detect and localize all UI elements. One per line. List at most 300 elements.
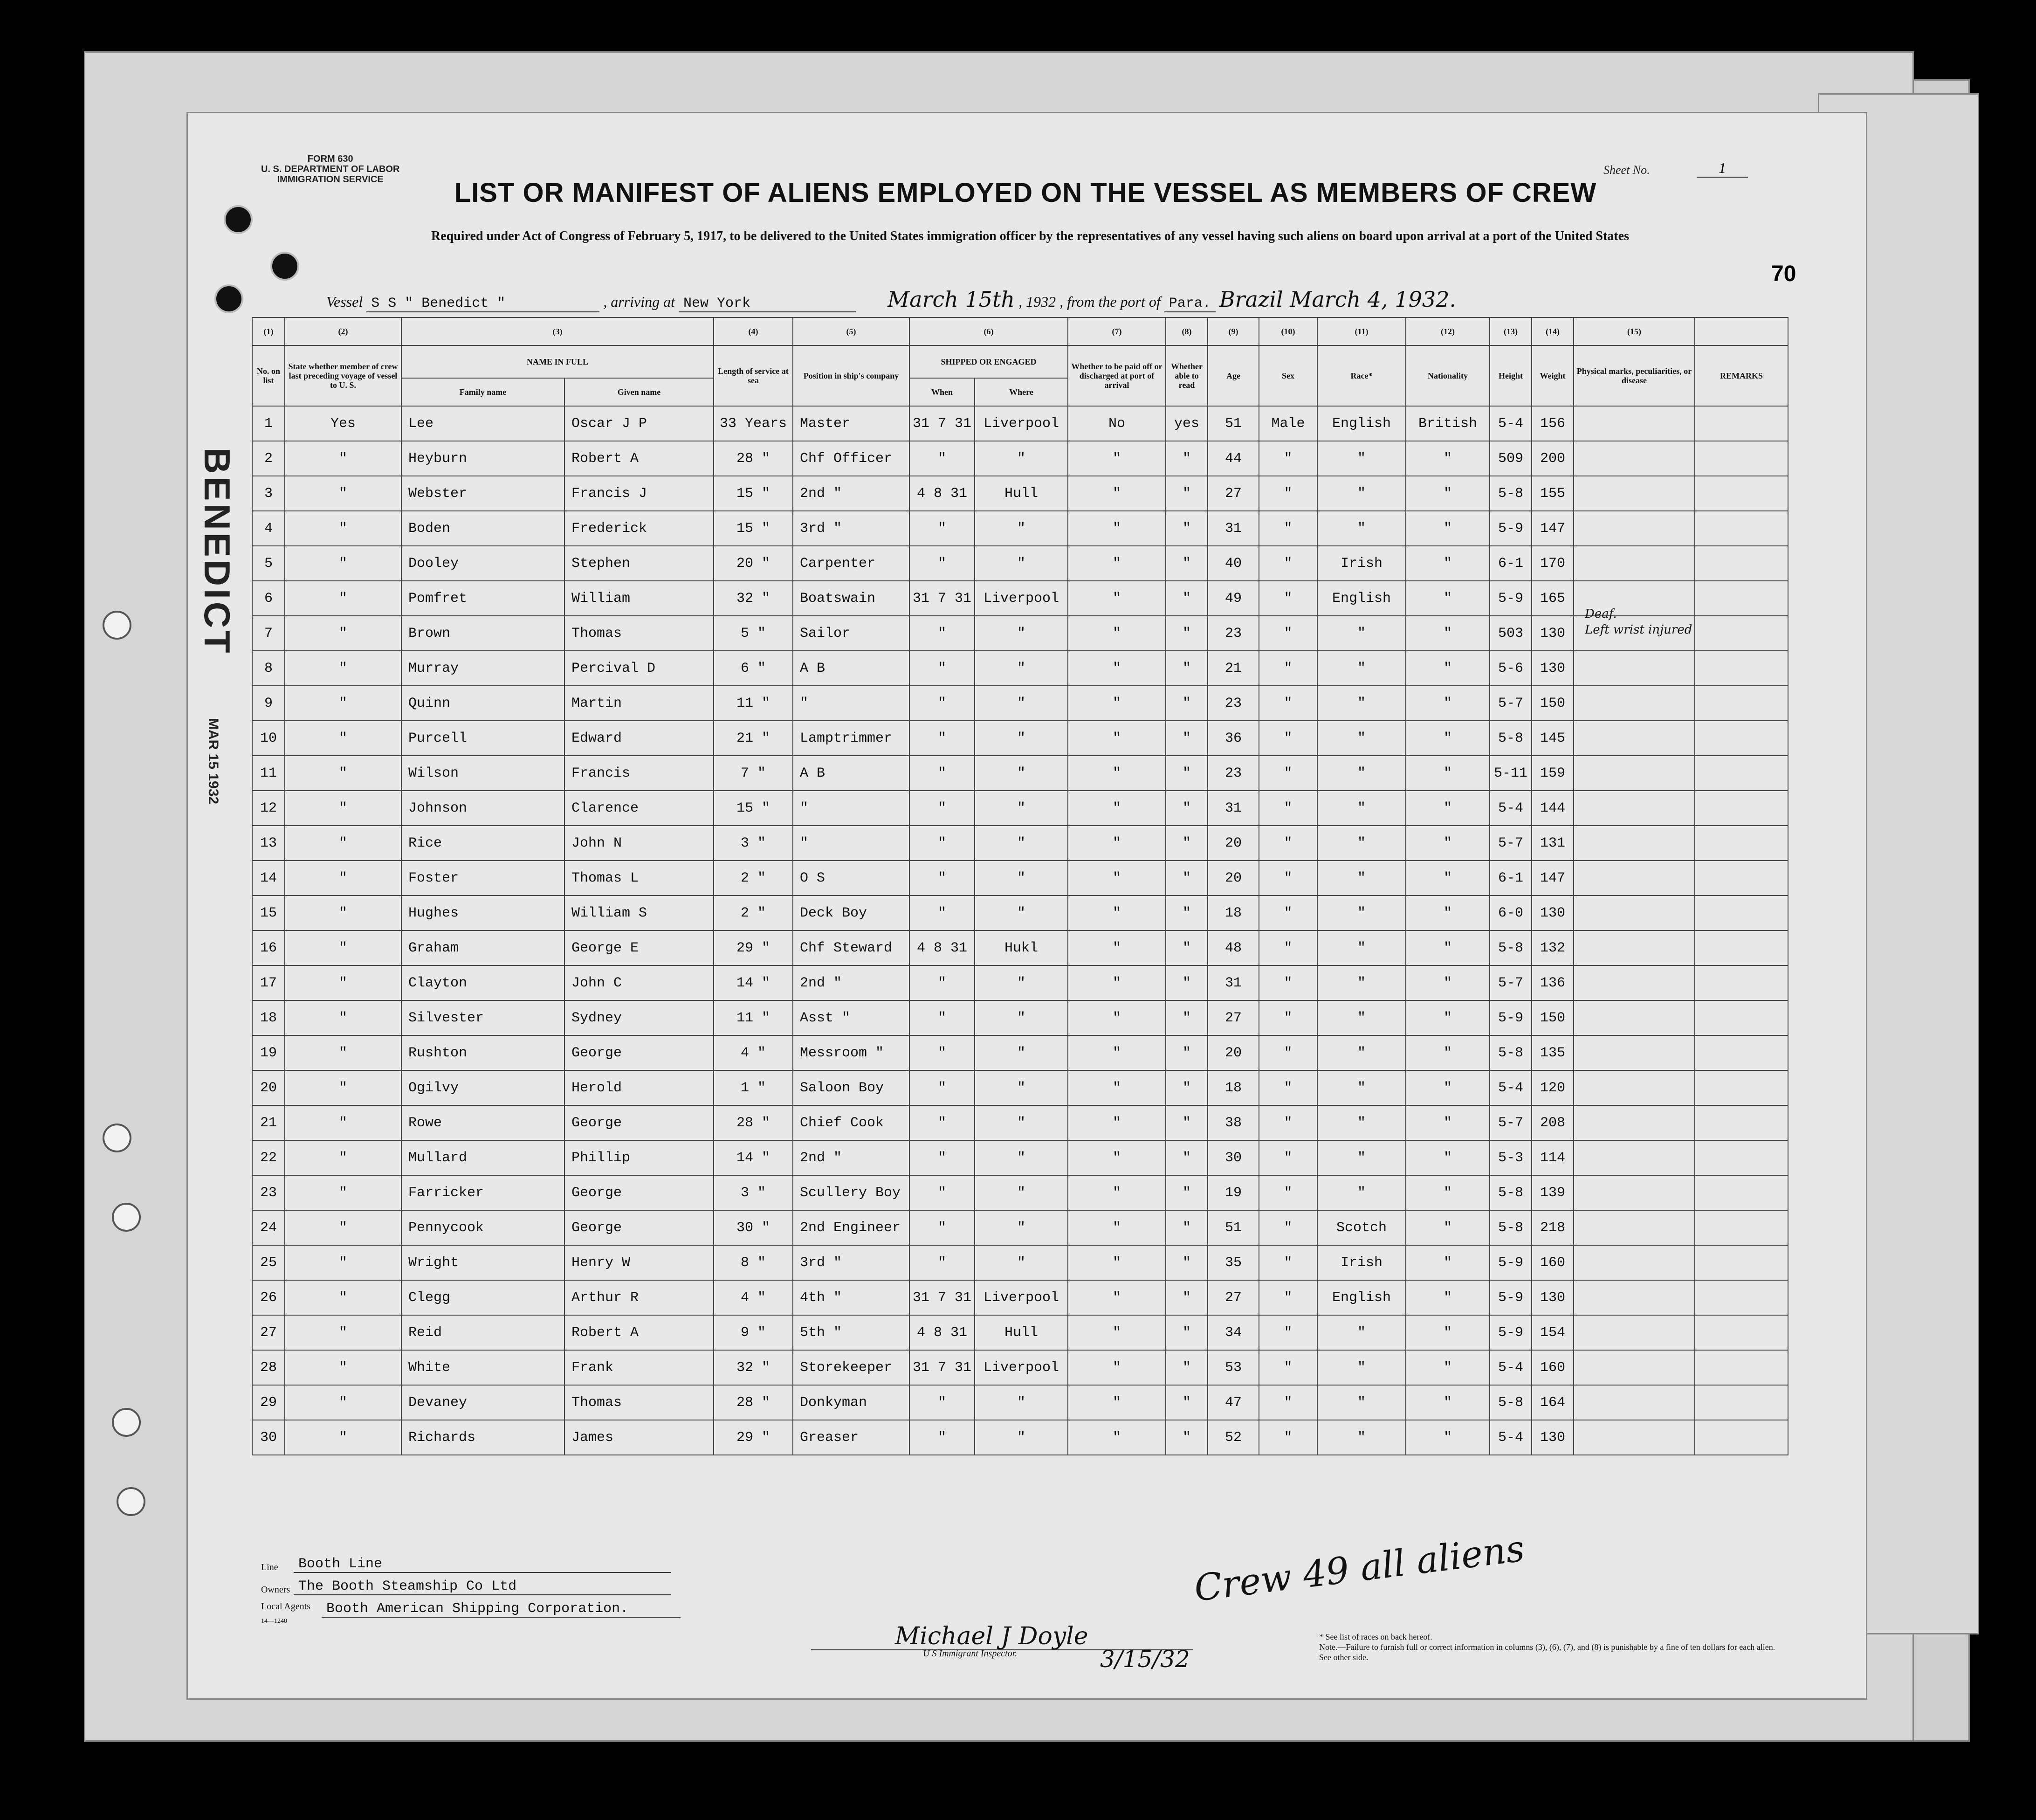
arrival-port: New York [679, 296, 856, 312]
cell-sex: " [1259, 1280, 1317, 1315]
cell-age: 40 [1208, 546, 1259, 581]
cell-family: Richards [401, 1420, 564, 1455]
col-header-when: When [909, 378, 975, 406]
cell-family: Lee [401, 406, 564, 441]
cell-when: " [909, 441, 975, 476]
cell-prev: " [285, 721, 401, 756]
cell-physical [1574, 1315, 1695, 1350]
departure-port: Para. [1164, 296, 1216, 312]
cell-no: 6 [252, 581, 285, 616]
cell-race: Irish [1317, 546, 1406, 581]
cell-read: " [1166, 476, 1208, 511]
cell-race: " [1317, 826, 1406, 861]
vessel-label: Vessel [326, 293, 363, 310]
cell-paid: " [1068, 965, 1166, 1000]
cell-sex: " [1259, 616, 1317, 651]
cell-sex: " [1259, 826, 1317, 861]
cell-nationality: " [1406, 581, 1490, 616]
cell-family: Johnson [401, 791, 564, 826]
cell-paid: " [1068, 1210, 1166, 1245]
cell-race: " [1317, 651, 1406, 686]
cell-nationality: " [1406, 965, 1490, 1000]
owners-value: The Booth Steamship Co Ltd [294, 1579, 671, 1595]
cell-service: 1 " [714, 1070, 793, 1105]
cell-weight: 114 [1532, 1140, 1574, 1175]
col-13-number: (13) [1490, 317, 1532, 345]
footer-line-row [261, 1552, 727, 1575]
column-header-row [252, 345, 1788, 378]
cell-remarks [1695, 651, 1788, 686]
cell-where: " [975, 965, 1068, 1000]
cell-no: 14 [252, 861, 285, 896]
cell-when: 31 7 31 [909, 1280, 975, 1315]
cell-when: " [909, 1070, 975, 1105]
arriving-label: , arriving at [603, 293, 675, 310]
cell-where: " [975, 651, 1068, 686]
table-row [252, 441, 1788, 476]
cell-physical [1574, 406, 1695, 441]
cell-position: 2nd " [793, 476, 909, 511]
table-row [252, 546, 1788, 581]
cell-paid: " [1068, 1315, 1166, 1350]
cell-height: 5-9 [1490, 581, 1532, 616]
cell-given: Edward [564, 721, 714, 756]
cell-where: " [975, 1420, 1068, 1455]
form-number: FORM 630 U. S. DEPARTMENT OF LABOR IMMIGRATION SERVICE [261, 154, 400, 185]
col-header-physical: Physical marks, peculiarities, or disease [1574, 345, 1695, 406]
cell-paid: " [1068, 756, 1166, 791]
cell-sex: " [1259, 965, 1317, 1000]
cell-sex: " [1259, 1035, 1317, 1070]
cell-prev: " [285, 651, 401, 686]
cell-remarks [1695, 896, 1788, 931]
cell-physical [1574, 1350, 1695, 1385]
cell-weight: 144 [1532, 791, 1574, 826]
cell-when: 31 7 31 [909, 581, 975, 616]
cell-paid: No [1068, 406, 1166, 441]
cell-prev: " [285, 1175, 401, 1210]
punch-hole-icon [103, 611, 131, 640]
cell-family: Purcell [401, 721, 564, 756]
cell-when: " [909, 791, 975, 826]
cell-given: Francis J [564, 476, 714, 511]
col-8-number: (8) [1166, 317, 1208, 345]
cell-no: 17 [252, 965, 285, 1000]
cell-position: " [793, 686, 909, 721]
cell-given: Martin [564, 686, 714, 721]
cell-height: 6-1 [1490, 546, 1532, 581]
cell-given: Sydney [564, 1000, 714, 1035]
cell-given: Oscar J P [564, 406, 714, 441]
cell-remarks [1695, 1210, 1788, 1245]
cell-weight: 130 [1532, 1420, 1574, 1455]
cell-where: " [975, 441, 1068, 476]
col-header-sex: Sex [1259, 345, 1317, 406]
cell-when: " [909, 1035, 975, 1070]
cell-prev: " [285, 791, 401, 826]
table-row [252, 826, 1788, 861]
cell-race: " [1317, 441, 1406, 476]
cell-given: George E [564, 931, 714, 965]
cell-position: A B [793, 756, 909, 791]
cell-physical [1574, 896, 1695, 931]
cell-service: 30 " [714, 1210, 793, 1245]
cell-where: " [975, 616, 1068, 651]
cell-given: William [564, 581, 714, 616]
cell-position: " [793, 791, 909, 826]
cell-sex: " [1259, 1070, 1317, 1105]
cell-weight: 136 [1532, 965, 1574, 1000]
cell-height: 5-11 [1490, 756, 1532, 791]
cell-sex: " [1259, 1105, 1317, 1140]
cell-remarks [1695, 581, 1788, 616]
cell-family: Foster [401, 861, 564, 896]
cell-no: 3 [252, 476, 285, 511]
cell-where: " [975, 1035, 1068, 1070]
cell-where: Liverpool [975, 406, 1068, 441]
cell-weight: 130 [1532, 896, 1574, 931]
line-value: Booth Line [294, 1556, 671, 1573]
cell-age: 31 [1208, 791, 1259, 826]
cell-sex: " [1259, 1000, 1317, 1035]
cell-prev: " [285, 1105, 401, 1140]
table-row [252, 406, 1788, 441]
cell-service: 21 " [714, 721, 793, 756]
cell-remarks [1695, 616, 1788, 651]
cell-when: 4 8 31 [909, 931, 975, 965]
cell-position: Lamptrimmer [793, 721, 909, 756]
cell-sex: " [1259, 1140, 1317, 1175]
col-7-number: (7) [1068, 317, 1166, 345]
cell-race: " [1317, 616, 1406, 651]
cell-race: " [1317, 476, 1406, 511]
cell-position: Chf Steward [793, 931, 909, 965]
cell-weight: 165 [1532, 581, 1574, 616]
cell-race: English [1317, 406, 1406, 441]
cell-race: " [1317, 791, 1406, 826]
cell-no: 12 [252, 791, 285, 826]
cell-sex: " [1259, 861, 1317, 896]
cell-service: 28 " [714, 1385, 793, 1420]
cell-race: English [1317, 581, 1406, 616]
cell-sex: " [1259, 896, 1317, 931]
col-header-name: NAME IN FULL [401, 345, 714, 378]
cell-remarks [1695, 1175, 1788, 1210]
cell-remarks [1695, 756, 1788, 791]
cell-age: 19 [1208, 1175, 1259, 1210]
page-title: LIST OR MANIFEST OF ALIENS EMPLOYED ON THE VESSEL AS MEMBERS OF CREW [454, 178, 1597, 208]
cell-prev: " [285, 1140, 401, 1175]
inspector-date: 3/15/32 [1100, 1646, 1190, 1673]
cell-age: 48 [1208, 931, 1259, 965]
cell-no: 24 [252, 1210, 285, 1245]
cell-family: Heyburn [401, 441, 564, 476]
cell-age: 49 [1208, 581, 1259, 616]
cell-family: Reid [401, 1315, 564, 1350]
cell-position: Saloon Boy [793, 1070, 909, 1105]
cell-age: 31 [1208, 511, 1259, 546]
cell-height: 5-8 [1490, 931, 1532, 965]
cell-read: " [1166, 896, 1208, 931]
cell-paid: " [1068, 1000, 1166, 1035]
owners-label: Owners [261, 1585, 290, 1595]
cell-physical [1574, 686, 1695, 721]
cell-age: 18 [1208, 896, 1259, 931]
cell-weight: 150 [1532, 686, 1574, 721]
cell-prev: " [285, 1000, 401, 1035]
cell-height: 5-9 [1490, 1000, 1532, 1035]
cell-when: " [909, 511, 975, 546]
cell-age: 23 [1208, 616, 1259, 651]
crew-table-body [252, 406, 1788, 1455]
col-header-paid-off: Whether to be paid off or discharged at port of arrival [1068, 345, 1166, 406]
col-header-nationality: Nationality [1406, 345, 1490, 406]
cell-no: 27 [252, 1315, 285, 1350]
cell-given: George [564, 1210, 714, 1245]
cell-height: 503 [1490, 616, 1532, 651]
cell-race: " [1317, 931, 1406, 965]
cell-read: " [1166, 1140, 1208, 1175]
table-row [252, 1035, 1788, 1070]
col-2-number: (2) [285, 317, 401, 345]
cell-family: Devaney [401, 1385, 564, 1420]
cell-where: " [975, 896, 1068, 931]
table-row [252, 581, 1788, 616]
cell-remarks [1695, 1385, 1788, 1420]
cell-given: Thomas L [564, 861, 714, 896]
cell-nationality: " [1406, 1280, 1490, 1315]
cell-physical [1574, 1175, 1695, 1210]
cell-read: " [1166, 581, 1208, 616]
cell-paid: " [1068, 1420, 1166, 1455]
cell-height: 509 [1490, 441, 1532, 476]
cell-sex: " [1259, 1420, 1317, 1455]
cell-height: 5-4 [1490, 1350, 1532, 1385]
cell-remarks [1695, 965, 1788, 1000]
cell-remarks [1695, 1140, 1788, 1175]
cell-height: 6-1 [1490, 861, 1532, 896]
cell-race: " [1317, 1000, 1406, 1035]
cell-where: Liverpool [975, 1350, 1068, 1385]
table-row [252, 861, 1788, 896]
cell-family: Boden [401, 511, 564, 546]
cell-height: 5-7 [1490, 826, 1532, 861]
punch-hole-icon [270, 252, 299, 281]
cell-no: 19 [252, 1035, 285, 1070]
cell-age: 52 [1208, 1420, 1259, 1455]
cell-weight: 160 [1532, 1245, 1574, 1280]
cell-race: " [1317, 965, 1406, 1000]
cell-where: " [975, 791, 1068, 826]
cell-remarks [1695, 1035, 1788, 1070]
col-header-shipped: SHIPPED OR ENGAGED [909, 345, 1068, 378]
cell-no: 18 [252, 1000, 285, 1035]
cell-family: Rushton [401, 1035, 564, 1070]
cell-paid: " [1068, 931, 1166, 965]
cell-position: Messroom " [793, 1035, 909, 1070]
cell-when: 31 7 31 [909, 406, 975, 441]
cell-nationality: " [1406, 546, 1490, 581]
cell-where: " [975, 861, 1068, 896]
col-12-number: (12) [1406, 317, 1490, 345]
table-row [252, 1350, 1788, 1385]
cell-read: " [1166, 1035, 1208, 1070]
from-label: , from the port of [1059, 293, 1161, 310]
cell-paid: " [1068, 511, 1166, 546]
cell-family: White [401, 1350, 564, 1385]
col-header-height: Height [1490, 345, 1532, 406]
cell-paid: " [1068, 826, 1166, 861]
cell-paid: " [1068, 581, 1166, 616]
cell-family: Brown [401, 616, 564, 651]
cell-paid: " [1068, 721, 1166, 756]
cell-when: " [909, 965, 975, 1000]
cell-no: 22 [252, 1140, 285, 1175]
cell-physical [1574, 1035, 1695, 1070]
cell-no: 26 [252, 1280, 285, 1315]
cell-nationality: " [1406, 686, 1490, 721]
cell-age: 27 [1208, 476, 1259, 511]
physical-marks-note: Deaf. Left wrist injured [1585, 607, 1692, 637]
cell-weight: 130 [1532, 616, 1574, 651]
cell-read: " [1166, 931, 1208, 965]
cell-read: " [1166, 965, 1208, 1000]
cell-race: Scotch [1317, 1210, 1406, 1245]
col-6-number: (6) [909, 317, 1068, 345]
cell-weight: 164 [1532, 1385, 1574, 1420]
cell-nationality: " [1406, 441, 1490, 476]
page-subtitle: Required under Act of Congress of February 5, 1917, to be delivered to the United States immigration officer by the representatives of any vessel having such aliens on board upon arrival at a port of the United States [431, 229, 1629, 243]
cell-sex: " [1259, 721, 1317, 756]
cell-position: Asst " [793, 1000, 909, 1035]
cell-read: " [1166, 616, 1208, 651]
col-header-no: No. on list [252, 345, 285, 406]
col-10-number: (10) [1259, 317, 1317, 345]
cell-service: 29 " [714, 931, 793, 965]
cell-no: 4 [252, 511, 285, 546]
cell-nationality: " [1406, 1420, 1490, 1455]
col-3-number: (3) [401, 317, 714, 345]
cell-service: 3 " [714, 826, 793, 861]
cell-height: 5-8 [1490, 1035, 1532, 1070]
cell-where: " [975, 1245, 1068, 1280]
cell-family: Wilson [401, 756, 564, 791]
cell-height: 5-8 [1490, 476, 1532, 511]
cell-paid: " [1068, 476, 1166, 511]
cell-when: " [909, 1175, 975, 1210]
cell-sex: " [1259, 1315, 1317, 1350]
cell-where: " [975, 1140, 1068, 1175]
cell-read: " [1166, 1175, 1208, 1210]
cell-service: 9 " [714, 1315, 793, 1350]
cell-remarks [1695, 861, 1788, 896]
cell-position: Carpenter [793, 546, 909, 581]
cell-read: " [1166, 721, 1208, 756]
cell-nationality: " [1406, 721, 1490, 756]
cell-given: Frank [564, 1350, 714, 1385]
stamp-date: MAR 15 1932 [206, 718, 221, 805]
cell-remarks [1695, 1000, 1788, 1035]
col-14-number: (14) [1532, 317, 1574, 345]
cell-age: 31 [1208, 965, 1259, 1000]
cell-remarks [1695, 406, 1788, 441]
col-header-given-name: Given name [564, 378, 714, 406]
cell-prev: " [285, 476, 401, 511]
cell-given: Phillip [564, 1140, 714, 1175]
cell-paid: " [1068, 1140, 1166, 1175]
sheet-label: Sheet No. [1603, 163, 1650, 177]
cell-given: Frederick [564, 511, 714, 546]
cell-height: 5-9 [1490, 1245, 1532, 1280]
cell-prev: " [285, 1070, 401, 1105]
cell-age: 21 [1208, 651, 1259, 686]
cell-paid: " [1068, 546, 1166, 581]
arrival-year: 32 [1041, 293, 1056, 310]
cell-read: " [1166, 546, 1208, 581]
cell-weight: 154 [1532, 1315, 1574, 1350]
cell-service: 33 Years [714, 406, 793, 441]
cell-physical [1574, 1420, 1695, 1455]
cell-read: yes [1166, 406, 1208, 441]
cell-prev: " [285, 826, 401, 861]
cell-sex: " [1259, 651, 1317, 686]
cell-height: 5-9 [1490, 1315, 1532, 1350]
cell-physical [1574, 651, 1695, 686]
cell-height: 5-3 [1490, 1140, 1532, 1175]
cell-age: 20 [1208, 861, 1259, 896]
cell-paid: " [1068, 1350, 1166, 1385]
cell-weight: 150 [1532, 1000, 1574, 1035]
cell-where: Hukl [975, 931, 1068, 965]
cell-when: 4 8 31 [909, 476, 975, 511]
cell-paid: " [1068, 441, 1166, 476]
cell-age: 53 [1208, 1350, 1259, 1385]
footer-owners-row [261, 1575, 727, 1597]
cell-nationality: " [1406, 826, 1490, 861]
cell-service: 11 " [714, 686, 793, 721]
punch-hole-icon [112, 1408, 141, 1437]
cell-position: 2nd " [793, 1140, 909, 1175]
cell-weight: 170 [1532, 546, 1574, 581]
footer-agents-row [261, 1597, 727, 1625]
cell-paid: " [1068, 896, 1166, 931]
cell-when: " [909, 1210, 975, 1245]
cell-paid: " [1068, 616, 1166, 651]
col-header-family-name: Family name [401, 378, 564, 406]
table-row [252, 1210, 1788, 1245]
cell-weight: 147 [1532, 861, 1574, 896]
cell-given: Francis [564, 756, 714, 791]
cell-remarks [1695, 826, 1788, 861]
cell-nationality: " [1406, 651, 1490, 686]
cell-nationality: " [1406, 476, 1490, 511]
col-header-read: Whether able to read [1166, 345, 1208, 406]
cell-physical [1574, 965, 1695, 1000]
cell-race: " [1317, 1385, 1406, 1420]
cell-family: Webster [401, 476, 564, 511]
cell-paid: " [1068, 1035, 1166, 1070]
table-row [252, 1420, 1788, 1455]
cell-sex: " [1259, 546, 1317, 581]
cell-no: 2 [252, 441, 285, 476]
page-number: 70 [1771, 262, 1796, 286]
cell-physical [1574, 756, 1695, 791]
cell-position: Master [793, 406, 909, 441]
cell-weight: 130 [1532, 651, 1574, 686]
cell-service: 28 " [714, 1105, 793, 1140]
cell-no: 8 [252, 651, 285, 686]
cell-when: " [909, 896, 975, 931]
